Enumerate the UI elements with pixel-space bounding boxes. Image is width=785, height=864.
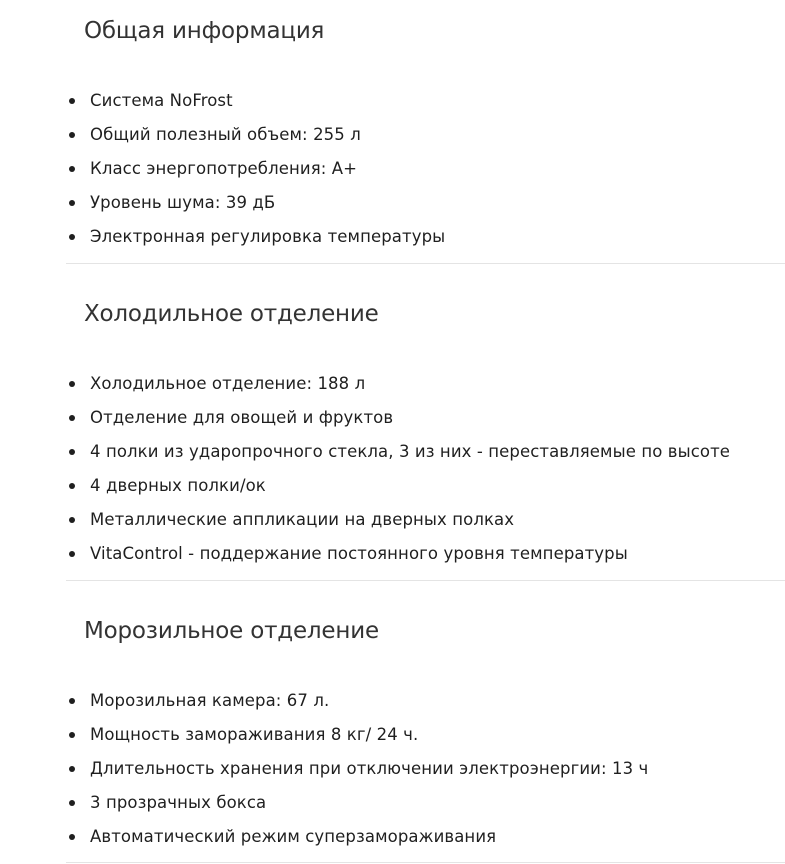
section-title: Холодильное отделение bbox=[84, 301, 379, 327]
bullet-icon bbox=[69, 698, 75, 704]
list-item-text: Морозильная камера: 67 л. bbox=[90, 691, 330, 710]
section-divider bbox=[66, 263, 785, 264]
bullet-icon bbox=[69, 483, 75, 489]
bullet-icon bbox=[69, 766, 75, 772]
section-title: Общая информация bbox=[84, 18, 325, 44]
list-item-text: Система NoFrost bbox=[90, 91, 233, 110]
bullet-icon bbox=[69, 132, 75, 138]
bullet-icon bbox=[69, 415, 75, 421]
section-divider bbox=[66, 862, 785, 863]
list-item-text: 3 прозрачных бокса bbox=[90, 793, 267, 812]
bullet-icon bbox=[69, 234, 75, 240]
bullet-icon bbox=[69, 98, 75, 104]
section-title: Морозильное отделение bbox=[84, 618, 379, 644]
list-item-text: VitaControl - поддержание постоянного уровня температуры bbox=[90, 544, 628, 563]
list-item-text: Длительность хранения при отключении электроэнергии: 13 ч bbox=[90, 759, 649, 778]
list-item-text: Общий полезный объем: 255 л bbox=[90, 125, 361, 144]
bullet-icon bbox=[69, 200, 75, 206]
list-item-text: Автоматический режим суперзамораживания bbox=[90, 827, 497, 846]
bullet-icon bbox=[69, 449, 75, 455]
bullet-icon bbox=[69, 732, 75, 738]
list-item-text: 4 дверных полки/ок bbox=[90, 476, 266, 495]
list-item-text: Металлические аппликации на дверных полках bbox=[90, 510, 515, 529]
list-item-text: Электронная регулировка температуры bbox=[90, 227, 446, 246]
bullet-icon bbox=[69, 800, 75, 806]
bullet-icon bbox=[69, 834, 75, 840]
list-item-text: Уровень шума: 39 дБ bbox=[90, 193, 276, 212]
list-item-text: 4 полки из ударопрочного стекла, 3 из них - переставляемые по высоте bbox=[90, 442, 731, 461]
section-divider bbox=[66, 580, 785, 581]
list-item-text: Холодильное отделение: 188 л bbox=[90, 374, 366, 393]
bullet-icon bbox=[69, 381, 75, 387]
list-item-text: Отделение для овощей и фруктов bbox=[90, 408, 394, 427]
list-item-text: Мощность замораживания 8 кг/ 24 ч. bbox=[90, 725, 419, 744]
bullet-icon bbox=[69, 551, 75, 557]
bullet-icon bbox=[69, 166, 75, 172]
bullet-icon bbox=[69, 517, 75, 523]
list-item-text: Класс энергопотребления: A+ bbox=[90, 159, 358, 178]
